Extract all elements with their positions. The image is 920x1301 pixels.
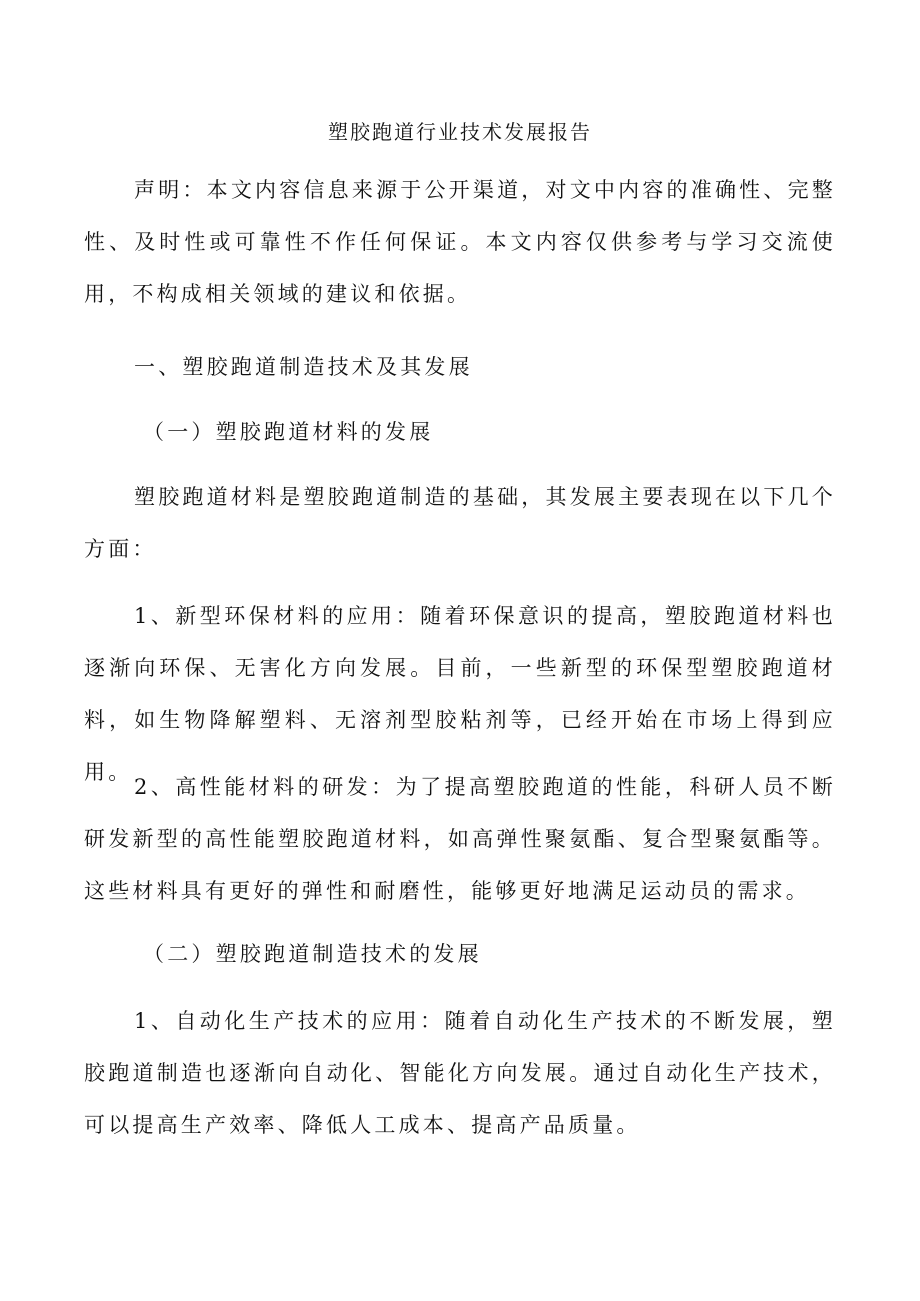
list-item-eco-materials: 1、新型环保材料的应用：随着环保意识的提高，塑胶跑道材料也逐渐向环保、无害化方向发展。目前，一些新型的环保型塑胶跑道材料，如生物降解塑料、无溶剂型胶粘剂等，已经开始在市场上得到应用。 xyxy=(84,604,836,784)
section-heading: 一、塑胶跑道制造技术及其发展 xyxy=(134,355,473,379)
materials-intro-paragraph: 塑胶跑道材料是塑胶跑道制造的基础，其发展主要表现在以下几个方面： xyxy=(84,485,836,561)
list-item-high-performance-materials: 2、高性能材料的研发：为了提高塑胶跑道的性能，科研人员不断研发新型的高性能塑胶跑道材料，如高弹性聚氨酯、复合型聚氨酯等。这些材料具有更好的弹性和耐磨性，能够更好地满足运动员的需求。 xyxy=(84,775,836,903)
subsection-heading-materials: （一）塑胶跑道材料的发展 xyxy=(143,420,434,444)
disclaimer-paragraph: 声明：本文内容信息来源于公开渠道，对文中内容的准确性、完整性、及时性或可靠性不作任何保证。本文内容仅供参考与学习交流使用，不构成相关领域的建议和依据。 xyxy=(84,178,836,306)
subsection-heading-manufacturing: （二）塑胶跑道制造技术的发展 xyxy=(143,942,482,966)
document-title: 塑胶跑道行业技术发展报告 xyxy=(328,120,592,144)
list-item-automation: 1、自动化生产技术的应用：随着自动化生产技术的不断发展，塑胶跑道制造也逐渐向自动化、智能化方向发展。通过自动化生产技术，可以提高生产效率、降低人工成本、提高产品质量。 xyxy=(84,1009,836,1137)
